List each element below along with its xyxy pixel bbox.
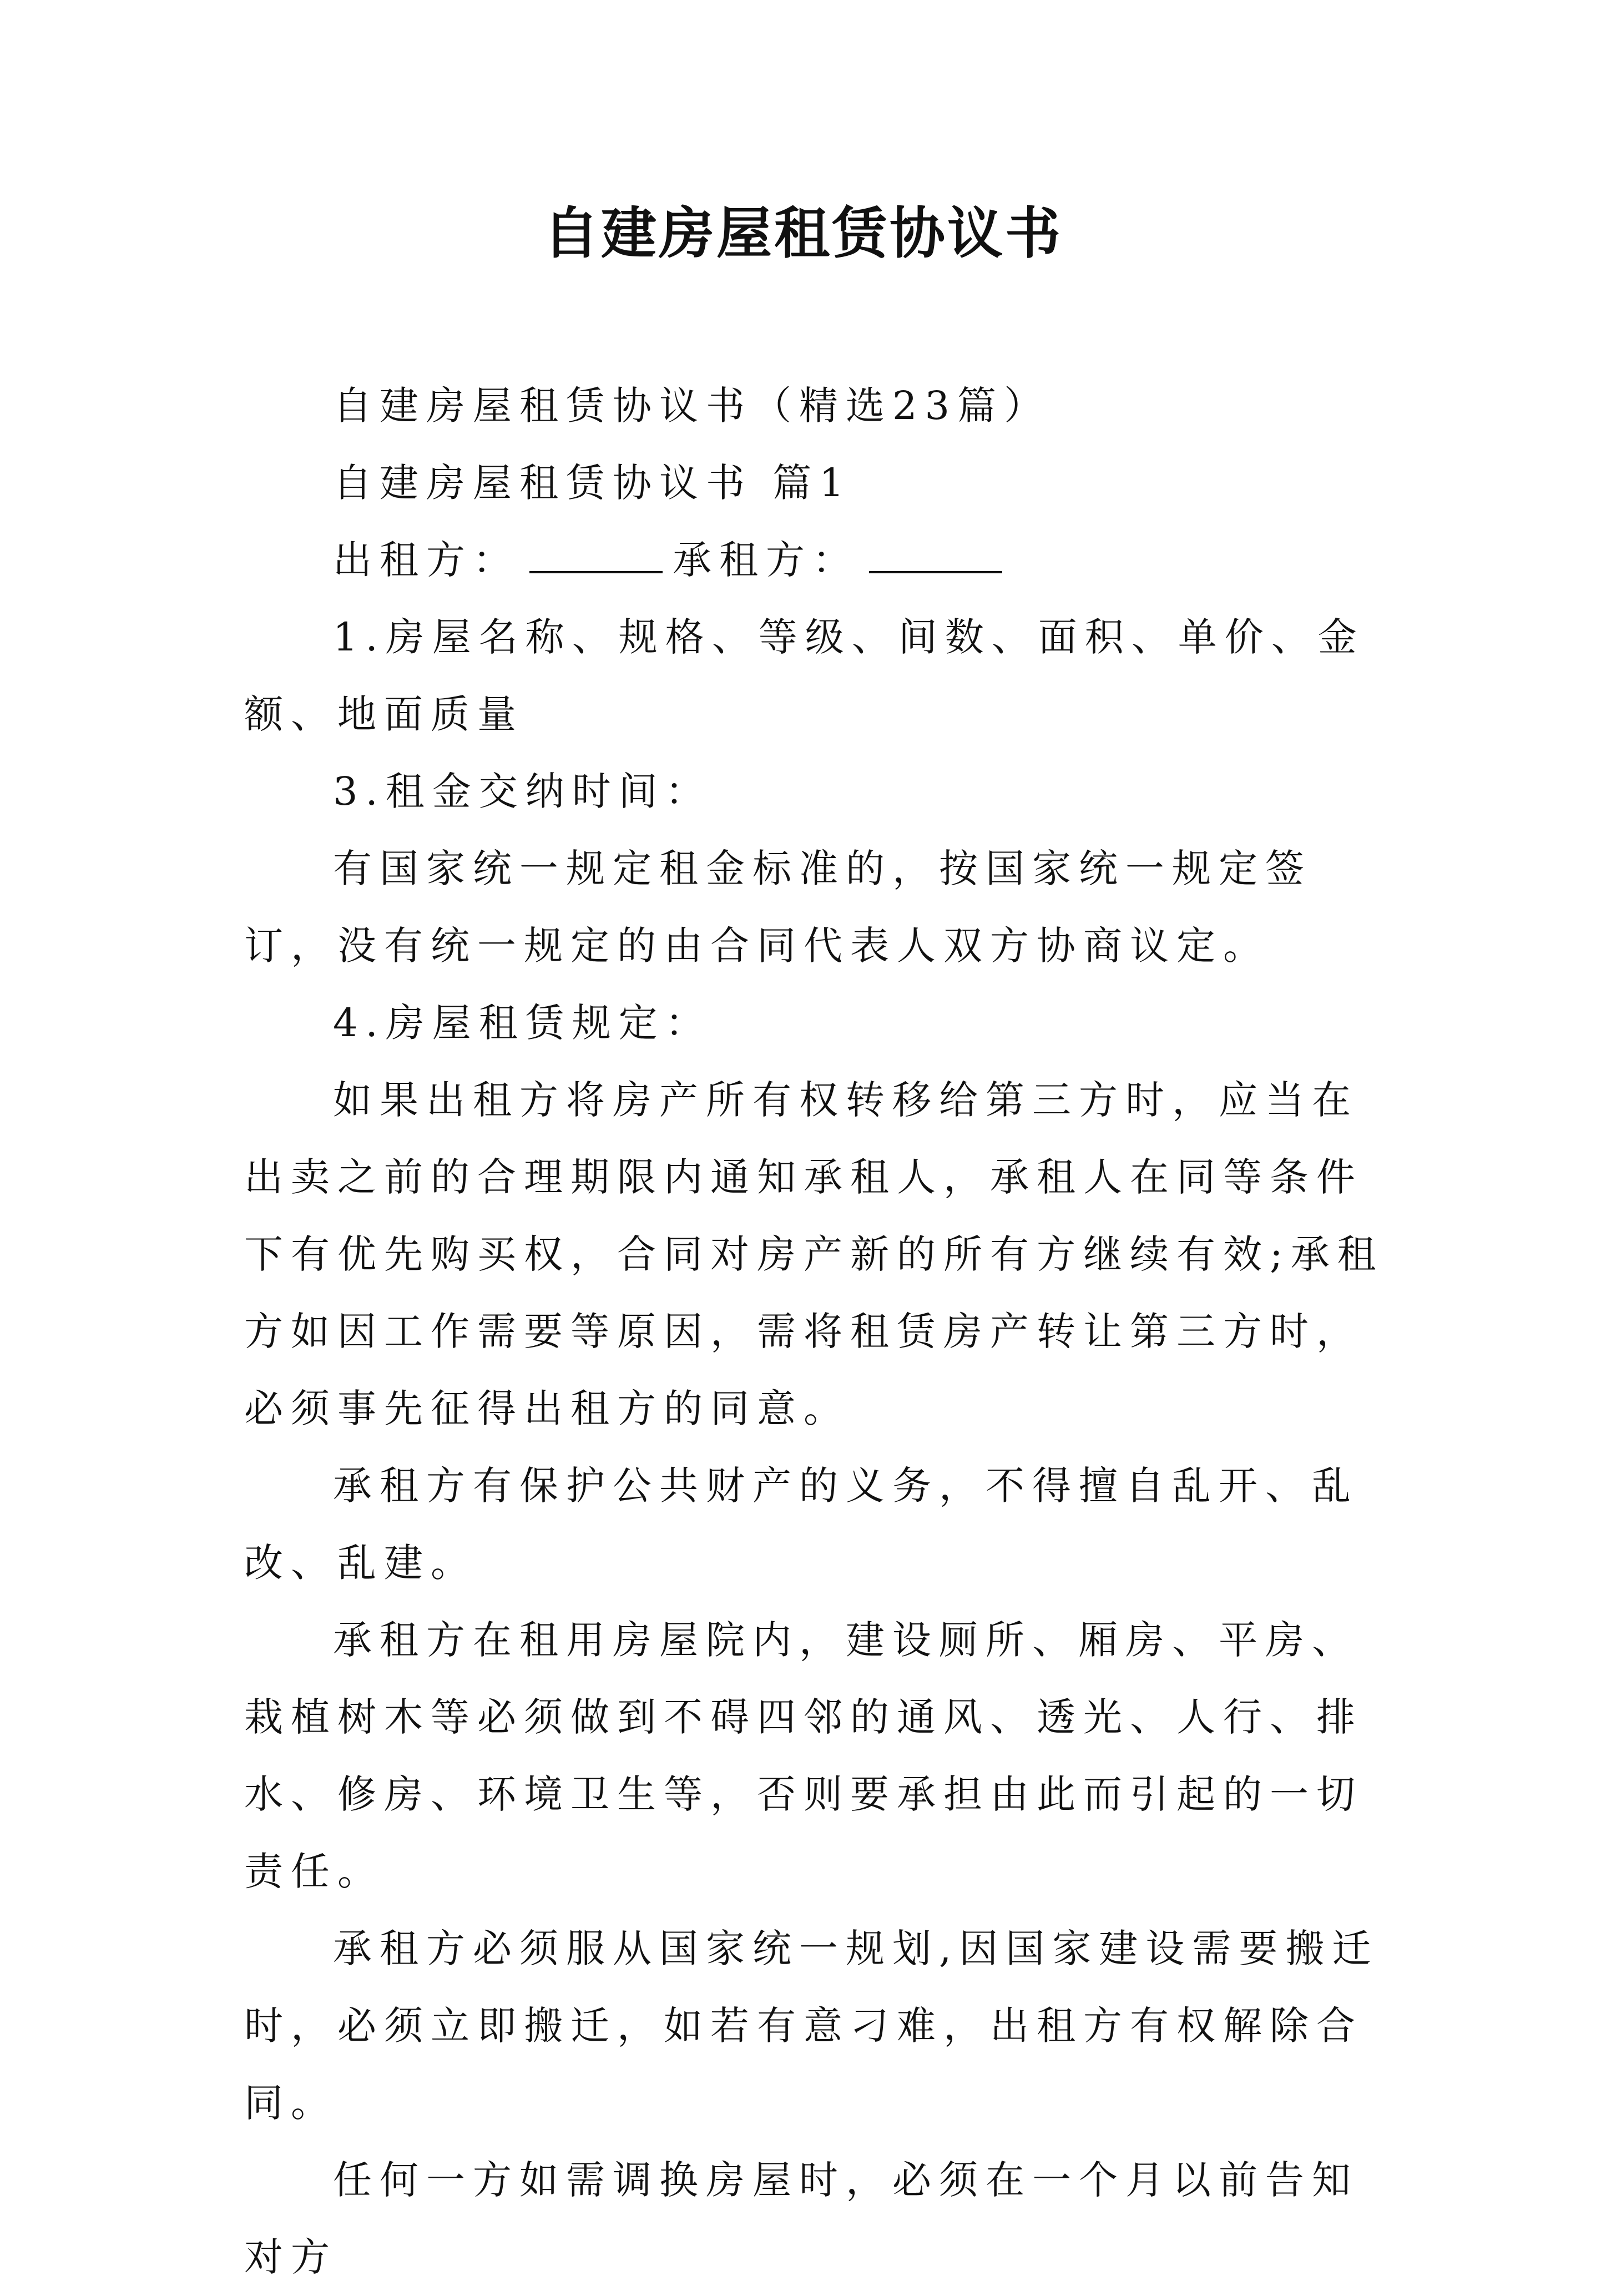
paragraph-construction: 承租方在租用房屋院内，建设厕所、厢房、平房、栽植树木等必须做到不碍四邻的通风、透光、人行、排水、修房、环境卫生等，否则要承担由此而引起的一切责任。: [244, 1617, 1363, 1894]
document-title: 自建房屋租赁协议书: [543, 200, 1063, 266]
section-heading: 自建房屋租赁协议书 篇1: [333, 460, 852, 506]
parties-line: [244, 522, 1404, 599]
lessor-blank: [529, 534, 663, 573]
lessee-blank: [869, 534, 1002, 573]
document-body: [244, 367, 1404, 2296]
paragraph-lease-rules-heading: 4.房屋租赁规定：: [333, 1000, 712, 1046]
paragraph-house-info: 1.房屋名称、规格、等级、间数、面积、单价、金额、地面质量: [244, 614, 1365, 737]
paragraph-exchange-notice: 任何一方如需调换房屋时，必须在一个月以前告知对方: [244, 2157, 1358, 2280]
lessee-label: 承租方：: [673, 537, 859, 583]
lessor-label: 出租方：: [333, 537, 519, 583]
paragraph-public-property: 承租方有保护公共财产的义务，不得擅自乱开、乱改、乱建。: [244, 1463, 1358, 1586]
paragraph-rent-standard: 有国家统一规定租金标准的，按国家统一规定签订，没有统一规定的由合同代表人双方协商议定。: [244, 846, 1312, 968]
paragraph-relocation: 承租方必须服从国家统一规划,因国家建设需要搬迁时，必须立即搬迁，如若有意刁难，出租方有权解除合同。: [244, 1926, 1379, 2126]
subtitle: 自建房屋租赁协议书（精选23篇）: [333, 383, 1051, 428]
paragraph-rent-time-heading: 3.租金交纳时间：: [333, 769, 712, 814]
paragraph-ownership-transfer: 如果出租方将房产所有权转移给第三方时，应当在出卖之前的合理期限内通知承租人，承租人在同等条件下有优先购买权，合同对房产新的所有方继续有效;承租方如因工作需要等原因，需将租赁房产转让第三方时，必须事先征得出租方的同意。: [244, 1077, 1384, 1431]
